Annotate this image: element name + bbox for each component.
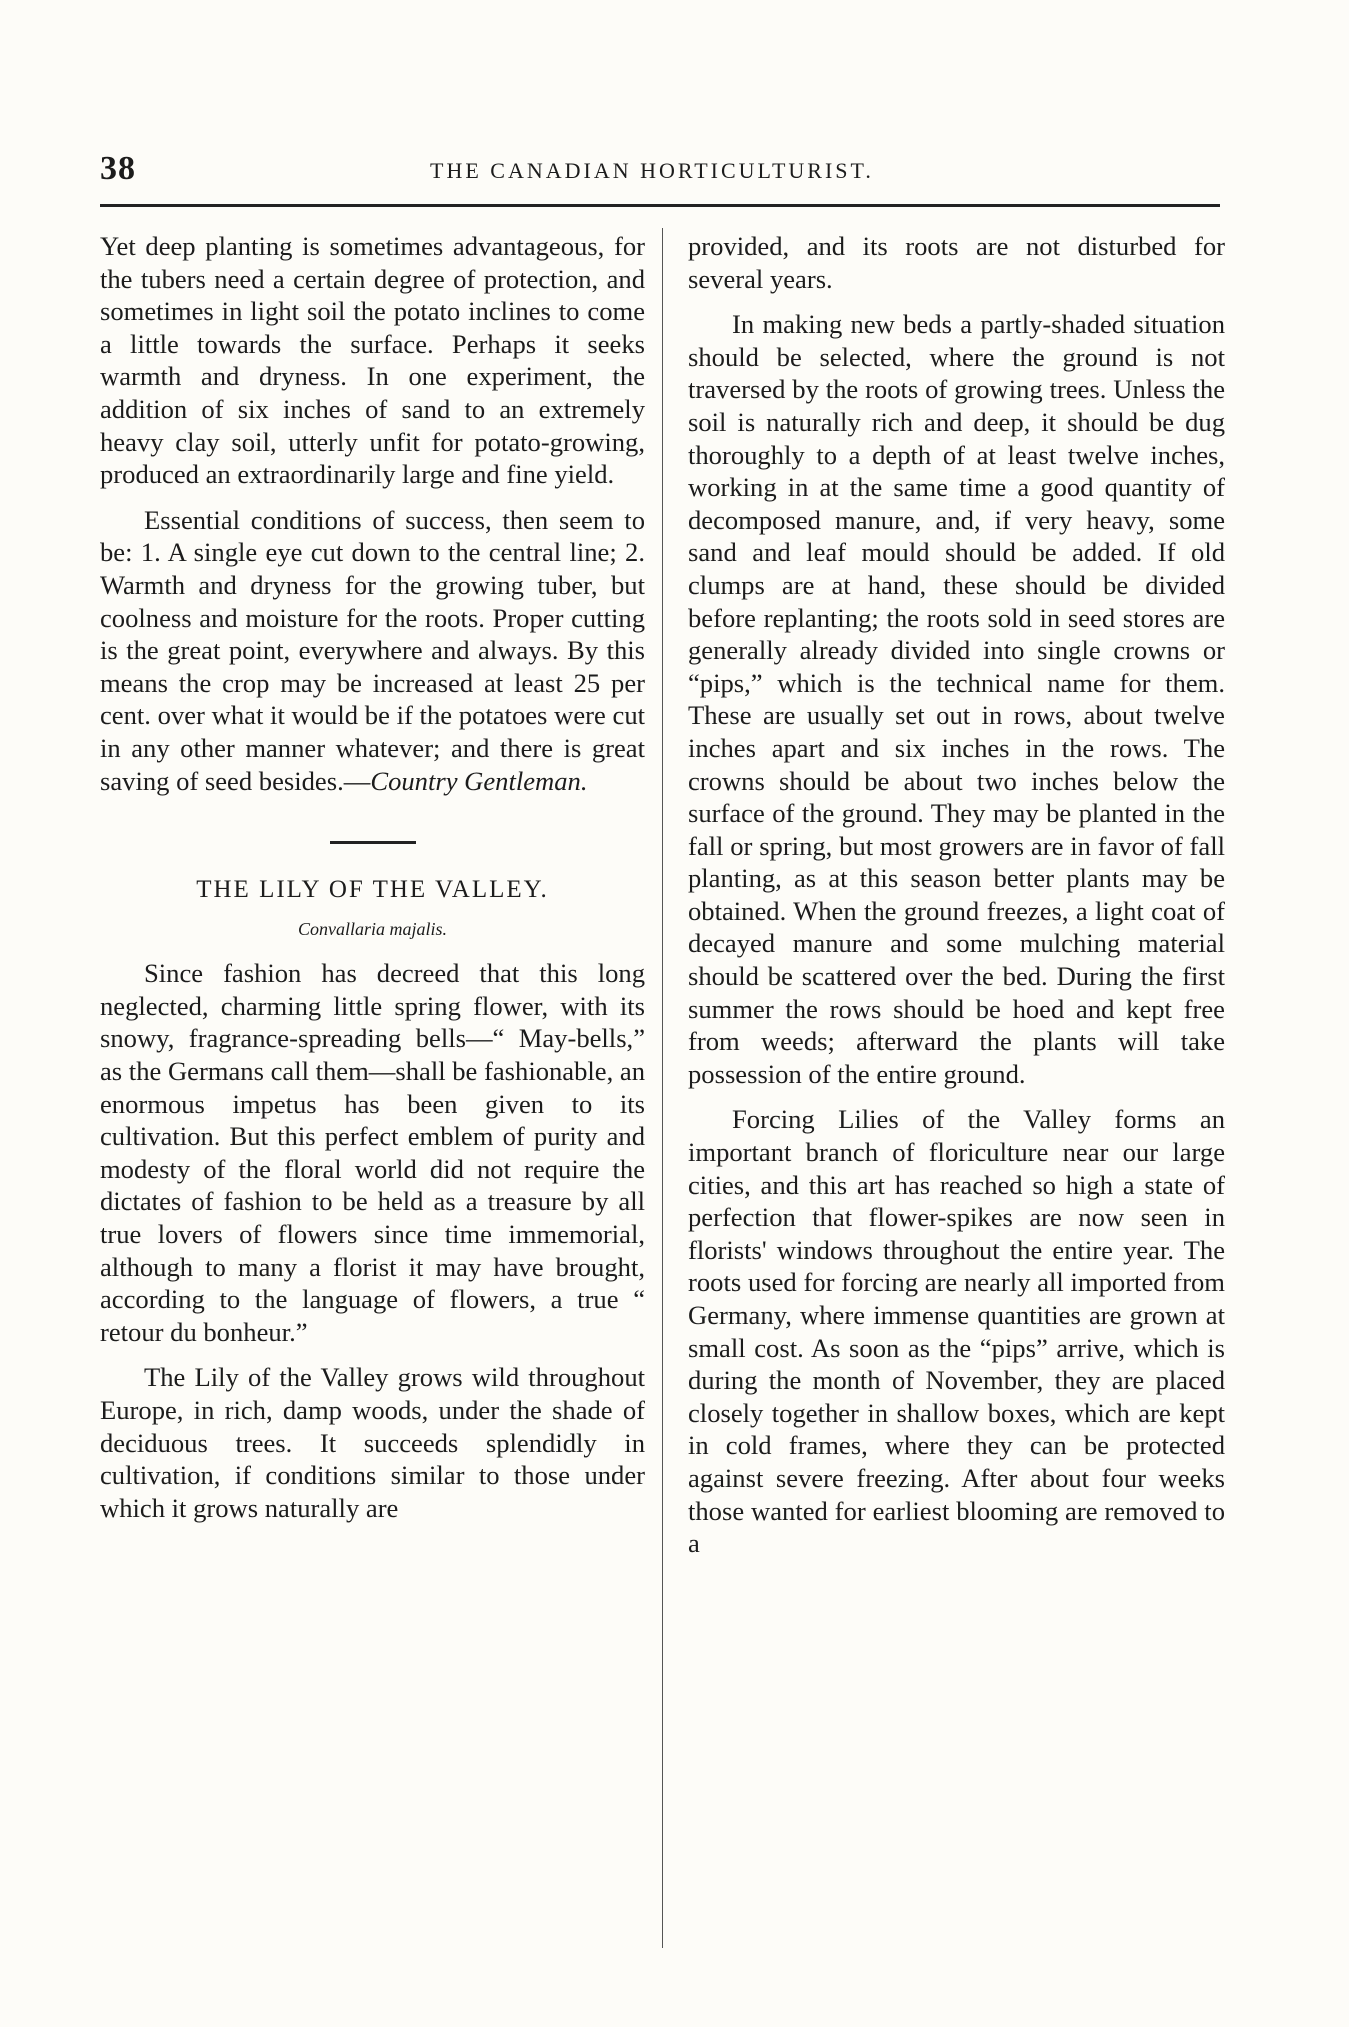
header-rule (100, 204, 1220, 207)
paragraph: Forcing Lilies of the Valley forms an important branch of floriculture near our large cities, and this art has reached so high a state of perfection that flower-spikes are now seen in florists' windows throughout the entire year. The roots used for forcing are nearly all imported from Germany, where immense quantities are grown at small cost. As soon as the “pips” arrive, which is during the month of November, they are placed closely together in shallow boxes, which are kept in cold frames, where they can be protected against severe freezing. After about four weeks those wanted for earliest blooming are removed to a (688, 1104, 1225, 1559)
citation: Country Gentleman. (370, 765, 588, 796)
page-number: 38 (100, 150, 136, 187)
right-column (688, 230, 1225, 1560)
paragraph: provided, and its roots are not disturbed for several years. (688, 231, 1225, 294)
section-subtitle: Convallaria majalis. (297, 918, 447, 939)
paragraph: The Lily of the Valley grows wild throughout Europe, in rich, damp woods, under the shade of deciduous trees. It succeeds splendidly in cultivation, if conditions similar to those under which it grows naturally are (100, 1362, 645, 1523)
paragraph-text: Essential conditions of success, then seem to be: 1. A single eye cut down to the central line; 2. Warmth and dryness for the growing tuber, but coolness and moisture for the roots. Proper cutting is the great point, everywhere and always. By this means the crop may be increased at least 25 per cent. over what it would be if the potatoes were cut in any other manner whatever; and there is great saving of seed besides.— (100, 504, 645, 796)
page-header (100, 150, 1220, 200)
column-divider (662, 228, 663, 1948)
paragraph: In making new beds a partly-shaded situation should be selected, where the ground is not traversed by the roots of growing trees. Unless the soil is naturally rich and deep, it should be dug thoroughly to a depth of at least twelve inches, working in at the same time a good quantity of decomposed manure, and, if very heavy, some sand and leaf mould should be added. If old clumps are at hand, these should be divided before replanting; the roots sold in seed stores are generally already divided into single crowns or “pips,” which is the technical name for them. These are usually set out in rows, about twelve inches apart and six inches in the rows. The crowns should be about two inches below the surface of the ground. They may be planted in the fall or spring, but most growers are in favor of fall planting, as at this season better plants may be obtained. When the ground freezes, a light coat of decayed manure and some mulching material should be scattered over the bed. During the first summer the rows should be hoed and kept free from weeds; afterward the plants will take possession of the entire ground. (688, 309, 1225, 1089)
paragraph (100, 504, 645, 797)
left-column (100, 230, 645, 1524)
section-title: THE LILY OF THE VALLEY. (196, 876, 549, 904)
paragraph: Since fashion has decreed that this long neglected, charming little spring flower, with its snowy, fragrance-spreading bells—“ May-bells,” as the Germans call them—shall be fashionable, an enormous impetus has been given to its cultivation. But this perfect emblem of purity and modesty of the floral world did not require the dictates of fashion to be held as a treasure by all true lovers of flowers since time immemorial, although to many a florist it may have brought, according to the language of flowers, a true “ retour du bonheur.” (100, 958, 645, 1347)
running-title: THE CANADIAN HORTICULTURIST. (430, 158, 874, 183)
paragraph: Yet deep planting is sometimes advantageous, for the tubers need a certain degree of protection, and sometimes in light soil the potato inclines to come a little towards the surface. Perhaps it seeks warmth and dryness. In one experiment, the addition of six inches of sand to an extremely heavy clay soil, utterly unfit for potato-growing, produced an extraordinarily large and fine yield. (100, 231, 645, 490)
section-divider (330, 841, 416, 844)
